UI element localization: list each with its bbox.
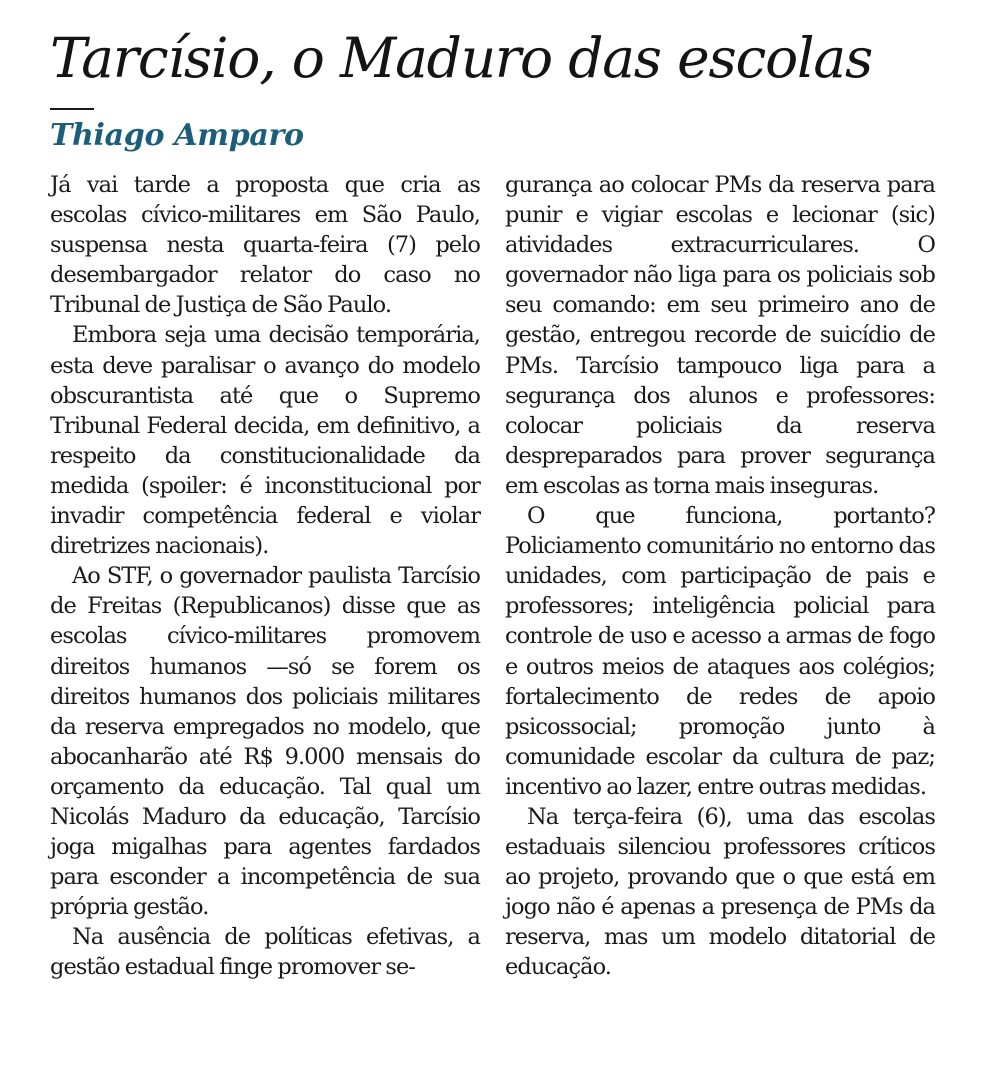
paragraph-2: Embora seja uma decisão temporária, esta deve paralisar o avanço do modelo obscurantista até que o Supremo Tribunal Federal decida, em definitivo, a respeito da constitucionalidade da medida (spoiler: é inconstitucional por invadir competência federal e violar diretrizes nacionais).	[50, 322, 480, 560]
right-column	[505, 170, 935, 983]
paragraph-5: O que funciona, portanto? Policiamento comunitário no entorno das unidades, com participação de pais e professores; inteligência policial para controle de uso e acesso a armas de fogo e outros meios de ataques aos colégios; fortalecimento de redes de apoio psicossocial; promoção junto à comunidade escolar da cultura de paz; incentivo ao lazer, entre outras medidas.	[505, 503, 935, 800]
paragraph-6: Na terça-feira (6), uma das escolas estaduais silenciou professores críticos ao projeto, provando que o que está em jogo não é apenas a presença de PMs da reserva, mas um modelo ditatorial de educação.	[505, 803, 935, 981]
paragraph-4: Na ausência de políticas efetivas, a gestão estadual finge promover se-	[50, 924, 480, 981]
paragraph-1: Já vai tarde a proposta que cria as escolas cívico-militares em São Paulo, suspensa nesta quarta-feira (7) pelo desembargador relator do caso no Tribunal de Justiça de São Paulo.	[50, 172, 480, 319]
title-rule	[50, 108, 94, 110]
paragraph-3: Ao STF, o governador paulista Tarcísio de Freitas (Republicanos) disse que as escolas cívico-militares promovem direitos humanos —só se forem os direitos humanos dos policiais militares da reserva empregados no modelo, que abocanharão até R$ 9.000 mensais do orçamento da educação. Tal qual um Nicolás Maduro da educação, Tarcísio joga migalhas para agentes fardados para esconder a incompetência de sua própria gestão.	[50, 563, 480, 921]
left-column	[50, 170, 480, 983]
headline: Tarcísio, o Maduro das escolas	[50, 26, 873, 90]
author-byline: Thiago Amparo	[50, 118, 304, 153]
paragraph-4-continued: gurança ao colocar PMs da reserva para punir e vigiar escolas e lecionar (sic) atividades extracurriculares. O governador não liga para os policiais sob seu comando: em seu primeiro ano de gestão, entregou recorde de suicídio de PMs. Tarcísio tampouco liga para a segurança dos alunos e professores: colocar policiais da reserva despreparados para prover segurança em escolas as torna mais inseguras.	[505, 172, 935, 499]
